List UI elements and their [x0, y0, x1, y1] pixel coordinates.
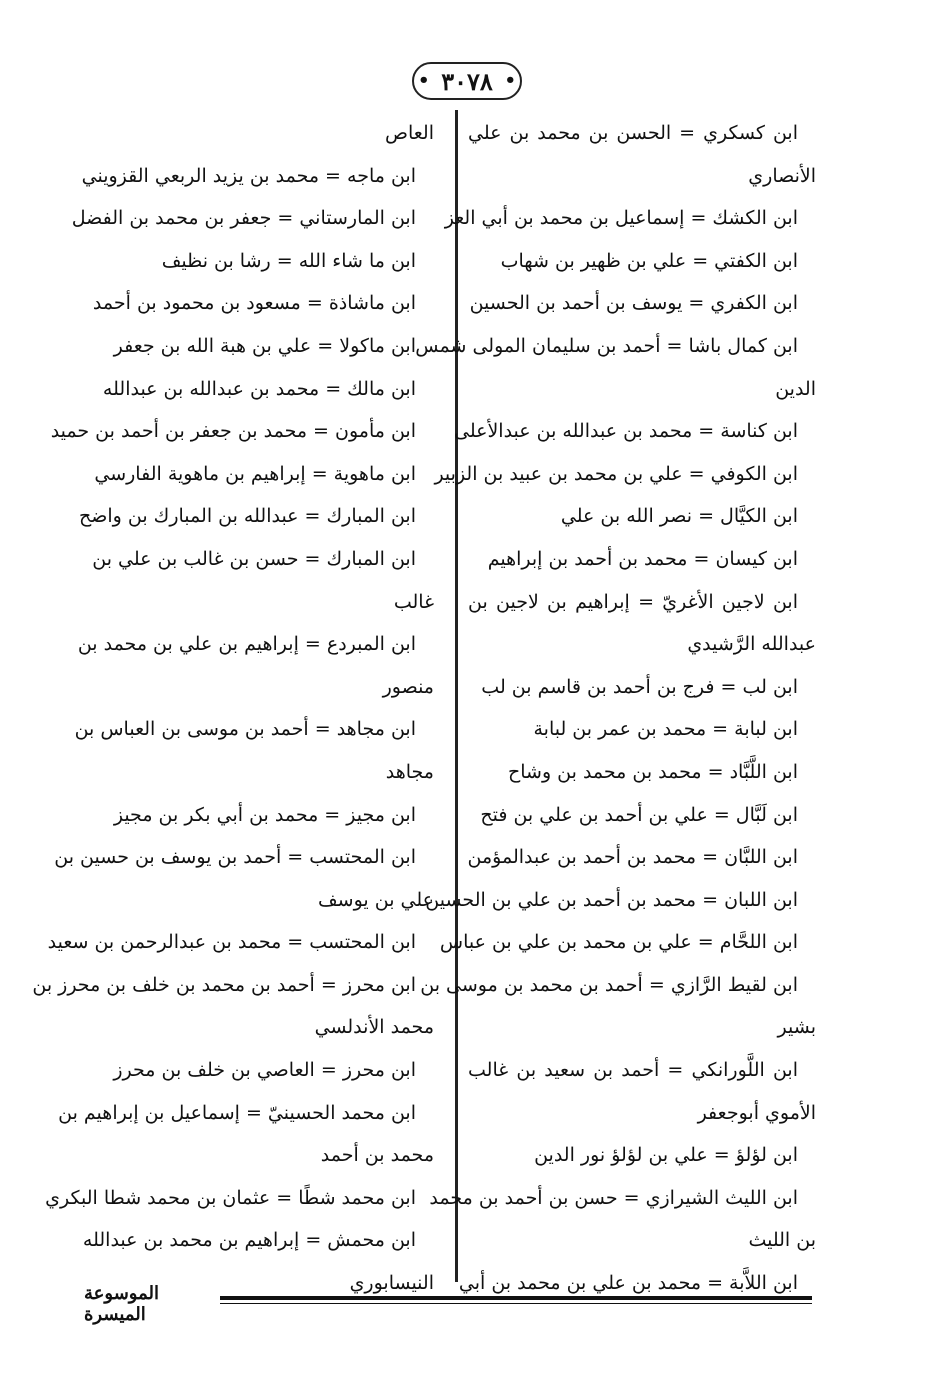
- entry-line: ابن لب = فرج بن أحمد بن قاسم بن لب: [481, 675, 798, 698]
- entry-line: ابن المارستاني = جعفر بن محمد بن الفضل: [71, 207, 416, 230]
- entry-line: منصور: [382, 675, 434, 698]
- entry-line: غالب: [393, 590, 434, 613]
- entry-line: ابن اللبان = محمد بن أحمد بن علي بن الحسين: [425, 888, 798, 911]
- entry-line: ابن كيسان = محمد بن أحمد بن إبراهيم: [487, 547, 798, 570]
- entry-line: علي بن يوسف: [318, 888, 434, 911]
- entry-line: ابن اللاَّبة = محمد بن علي بن محمد بن أبي: [458, 1272, 798, 1295]
- page-number: • ٣٠٧٨ •: [412, 62, 522, 100]
- footer-rule: [220, 1296, 812, 1300]
- entry-line: ابن محرز = أحمد بن محمد بن خلف بن محرز بن: [32, 973, 416, 996]
- entry-line: ابن مأمون = محمد بن جعفر بن أحمد بن حميد: [50, 420, 416, 443]
- entry-line: عبدالله الرَّشيدي: [687, 633, 816, 656]
- entry-line: محمد الأندلسي: [314, 1016, 434, 1039]
- entry-line: محمد بن أحمد: [320, 1144, 434, 1167]
- entry-line: ابن الليث الشيرازي = حسن بن أحمد بن محمد: [429, 1186, 798, 1209]
- entry-line: ابن لبابة = محمد بن عمر بن لبابة: [533, 718, 798, 741]
- right-column: [415, 112, 816, 1305]
- footer-rule-thin: [220, 1303, 812, 1304]
- entry-line: ابن اللَّورانكي = أحمد بن سعيد بن غالب: [468, 1059, 798, 1082]
- entry-line: ابن ماكولا = علي بن هبة الله بن جعفر: [113, 334, 416, 357]
- entry-line: ابن محمد الحسينيّ = إسماعيل بن إبراهيم بن: [58, 1101, 416, 1124]
- entry-line: ابن المحتسب = أحمد بن يوسف بن حسين بن: [54, 846, 416, 869]
- entry-line: العاص: [385, 122, 434, 144]
- entry-line: ابن المحتسب = محمد بن عبدالرحمن بن سعيد: [47, 931, 416, 954]
- entry-line: ابن المبارك = عبدالله بن المبارك بن واضح: [79, 505, 416, 528]
- entry-line: ابن كناسة = محمد بن عبدالله بن عبدالأعلى: [453, 420, 798, 443]
- entry-line: ابن محمد شطًا = عثمان بن محمد شطا البكري: [45, 1186, 416, 1209]
- entry-line: الأنصاري: [748, 164, 816, 187]
- footer-title: الموسوعة الميسرة: [84, 1283, 159, 1325]
- entry-line: ابن لَبَّال = علي بن أحمد بن علي بن فتح: [480, 803, 798, 826]
- entry-line: ابن الكشك = إسماعيل بن محمد بن أبي العز: [444, 207, 798, 230]
- entry-line: النيسابوري: [349, 1272, 434, 1295]
- entry-line: ابن لقيط الرَّازي = أحمد بن محمد بن موسى بن: [420, 973, 798, 996]
- entry-line: ابن محرز = العاصي بن خلف بن محرز: [113, 1059, 416, 1082]
- entry-line: ابن الكيَّال = نصر الله بن علي: [560, 505, 798, 528]
- entry-line: بن الليث: [748, 1229, 816, 1252]
- entry-line: ابن كمال باشا = أحمد بن سليمان المولى شمس: [415, 334, 798, 357]
- entry-line: ابن الكفتي = علي بن ظهير بن شهاب: [500, 249, 798, 272]
- entry-line: ابن لؤلؤ = علي بن لؤلؤ نور الدين: [534, 1144, 798, 1167]
- entry-line: ابن الكفري = يوسف بن أحمد بن الحسين: [469, 292, 798, 315]
- entry-line: ابن كسكري = الحسن بن محمد بن علي: [468, 122, 798, 144]
- entry-line: ابن ماهوية = إبراهيم بن ماهوية الفارسي: [94, 462, 416, 485]
- entry-line: الدين: [775, 377, 816, 400]
- entry-line: ابن المبردع = إبراهيم بن علي بن محمد بن: [77, 633, 416, 656]
- entry-line: ابن الكوفي = علي بن محمد بن عبيد بن الزبير: [434, 462, 798, 485]
- entry-line: ابن ما شاء الله = رشا بن نظيف: [161, 249, 416, 272]
- entry-line: ابن مالك = محمد بن عبدالله بن عبدالله: [102, 377, 416, 400]
- entry-line: مجاهد: [385, 760, 434, 783]
- entry-line: ابن المبارك = حسن بن غالب بن علي بن: [92, 547, 416, 570]
- entry-line: ابن مجاهد = أحمد بن موسى بن العباس بن: [74, 718, 416, 741]
- entry-line: ابن محمش = إبراهيم بن محمد بن عبدالله: [82, 1229, 416, 1252]
- column-divider: [455, 110, 458, 1282]
- entry-line: ابن اللحَّام = علي بن محمد بن علي بن عباس: [439, 931, 798, 954]
- entry-line: بشير: [777, 1016, 816, 1039]
- entry-line: ابن لاجين الأغريّ = إبراهيم بن لاجين بن: [468, 590, 798, 613]
- entry-line: الأموي أبوجعفر: [697, 1101, 816, 1124]
- entry-line: ابن ماشاذة = مسعود بن محمود بن أحمد: [92, 292, 416, 315]
- entry-line: ابن ماجه = محمد بن يزيد الربعي القزويني: [81, 164, 416, 187]
- entry-line: ابن مجيز = محمد بن أبي بكر بن مجيز: [113, 803, 416, 826]
- entry-line: ابن اللَّبَّاد = محمد بن محمد بن وشاح: [507, 760, 798, 783]
- entry-line: ابن اللبَّان = محمد بن أحمد بن عبدالمؤمن: [467, 846, 798, 869]
